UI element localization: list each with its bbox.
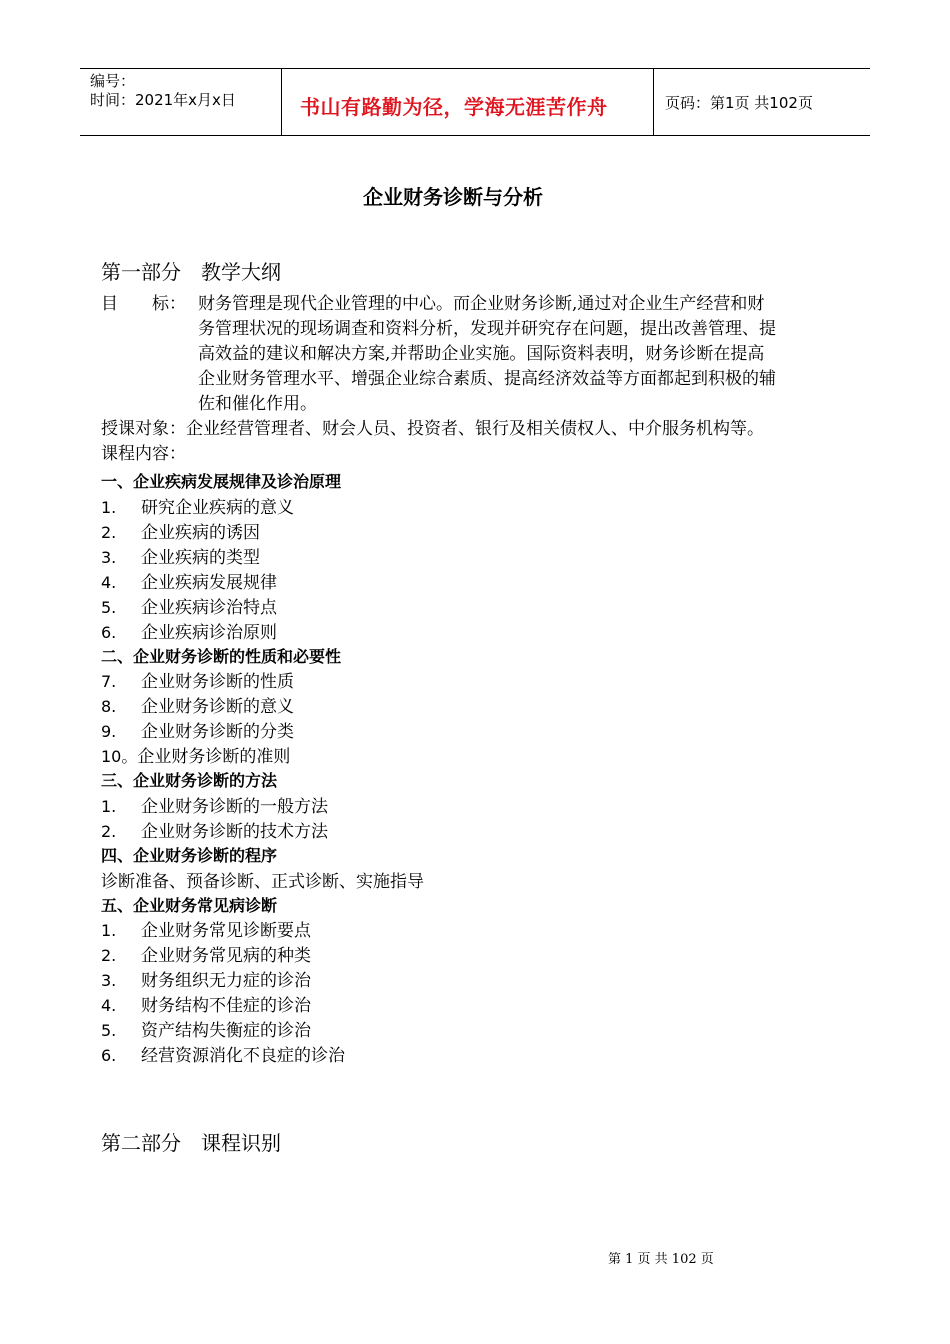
list-item-text: 研究企业疾病的意义 (141, 498, 294, 518)
list-item-text: 企业财务诊断的准则 (137, 747, 291, 767)
list-item (101, 543, 260, 568)
list-item-number: 10。 (101, 747, 138, 766)
section-heading: 五、企业财务常见病诊断 (101, 896, 278, 915)
list-item (101, 493, 294, 518)
list-item (101, 692, 294, 717)
header-time-label: 时间：2021年x月x日 (90, 91, 236, 109)
list-item-number: 1. (101, 921, 117, 940)
list-item-number: 8. (101, 697, 117, 716)
list-item-text: 企业财务常见病的种类 (141, 946, 311, 966)
list-item (101, 717, 294, 742)
document-title: 企业财务诊断与分析 (363, 185, 543, 209)
list-item-number: 1. (101, 797, 117, 816)
goal-line: 佐和催化作用。 (198, 394, 317, 414)
part2-heading: 第二部分 课程识别 (101, 1131, 281, 1155)
part1-heading: 第一部分 教学大纲 (101, 260, 281, 284)
list-item-text: 企业疾病诊治原则 (141, 623, 277, 643)
header-top-border (80, 68, 870, 69)
list-item-text: 资产结构失衡症的诊治 (141, 1021, 311, 1041)
list-item (101, 742, 290, 767)
goal-line: 财务管理是现代企业管理的中心。而企业财务诊断,通过对企业生产经营和财 (198, 294, 765, 314)
list-item (101, 618, 277, 643)
section-heading: 一、企业疾病发展规律及诊治原理 (101, 472, 342, 491)
list-item-number: 5. (101, 598, 117, 617)
list-item-text: 企业财务诊断的性质 (141, 672, 294, 692)
header-divider-right (653, 68, 654, 136)
list-item-number: 2. (101, 523, 117, 542)
list-item-text: 企业财务诊断的分类 (141, 722, 294, 742)
goal-line: 高效益的建议和解决方案,并帮助企业实施。国际资料表明，财务诊断在提高 (198, 344, 765, 364)
list-item-number: 2. (101, 946, 117, 965)
goal-line: 企业财务管理水平、增强企业综合素质、提高经济效益等方面都起到积极的辅 (198, 369, 776, 389)
list-item-number: 4. (101, 996, 117, 1015)
list-item (101, 991, 311, 1016)
goal-label: 目 标： (101, 294, 186, 314)
list-item-text: 企业财务诊断的意义 (141, 697, 294, 717)
header-page-info: 页码：第1页 共102页 (665, 94, 813, 112)
list-item (101, 792, 328, 817)
list-item-number: 5. (101, 1021, 117, 1040)
list-item (101, 593, 277, 618)
list-item-text: 企业疾病的诱因 (141, 523, 260, 543)
list-item-number: 6. (101, 623, 117, 642)
list-item-number: 3. (101, 548, 117, 567)
list-item (101, 817, 328, 842)
page-footer: 第 1 页 共 102 页 (608, 1252, 714, 1267)
list-item (101, 568, 277, 593)
list-item-text: 财务组织无力症的诊治 (141, 971, 311, 991)
list-item (101, 518, 260, 543)
list-item-text: 企业财务诊断的技术方法 (141, 822, 328, 842)
list-item (101, 667, 294, 692)
section-heading: 三、企业财务诊断的方法 (101, 771, 278, 790)
list-item-number: 2. (101, 822, 117, 841)
list-item-number: 1. (101, 498, 117, 517)
list-item-number: 3. (101, 971, 117, 990)
content-label: 课程内容： (101, 444, 186, 464)
list-item (101, 966, 311, 991)
audience-line: 授课对象：企业经营管理者、财会人员、投资者、银行及相关债权人、中介服务机构等。 (101, 419, 764, 439)
section-heading: 二、企业财务诊断的性质和必要性 (101, 647, 342, 666)
list-item-number: 4. (101, 573, 117, 592)
list-item-number: 6. (101, 1046, 117, 1065)
list-item-text: 财务结构不佳症的诊治 (141, 996, 311, 1016)
header-code-label: 编号： (90, 72, 136, 90)
header-divider-left (281, 68, 282, 136)
list-item-text: 企业财务诊断的一般方法 (141, 797, 328, 817)
list-item-text: 企业财务常见诊断要点 (141, 921, 311, 941)
list-item-text: 企业疾病的类型 (141, 548, 260, 568)
list-item (101, 941, 311, 966)
header-bottom-border (80, 135, 870, 136)
goal-line: 务管理状况的现场调查和资料分析，发现并研究存在问题，提出改善管理、提 (198, 319, 776, 339)
list-item-text: 企业疾病诊治特点 (141, 598, 277, 618)
list-item-text: 经营资源消化不良症的诊治 (141, 1046, 345, 1066)
header-motto: 书山有路勤为径，学海无涯苦作舟 (300, 95, 608, 119)
list-item-number: 7. (101, 672, 117, 691)
list-item (101, 1041, 345, 1066)
list-item (101, 916, 311, 941)
section-heading: 四、企业财务诊断的程序 (101, 846, 278, 865)
list-item-text: 企业疾病发展规律 (141, 573, 277, 593)
list-item (101, 1016, 311, 1041)
section-plain-text: 诊断准备、预备诊断、正式诊断、实施指导 (101, 872, 424, 892)
list-item-number: 9. (101, 722, 117, 741)
